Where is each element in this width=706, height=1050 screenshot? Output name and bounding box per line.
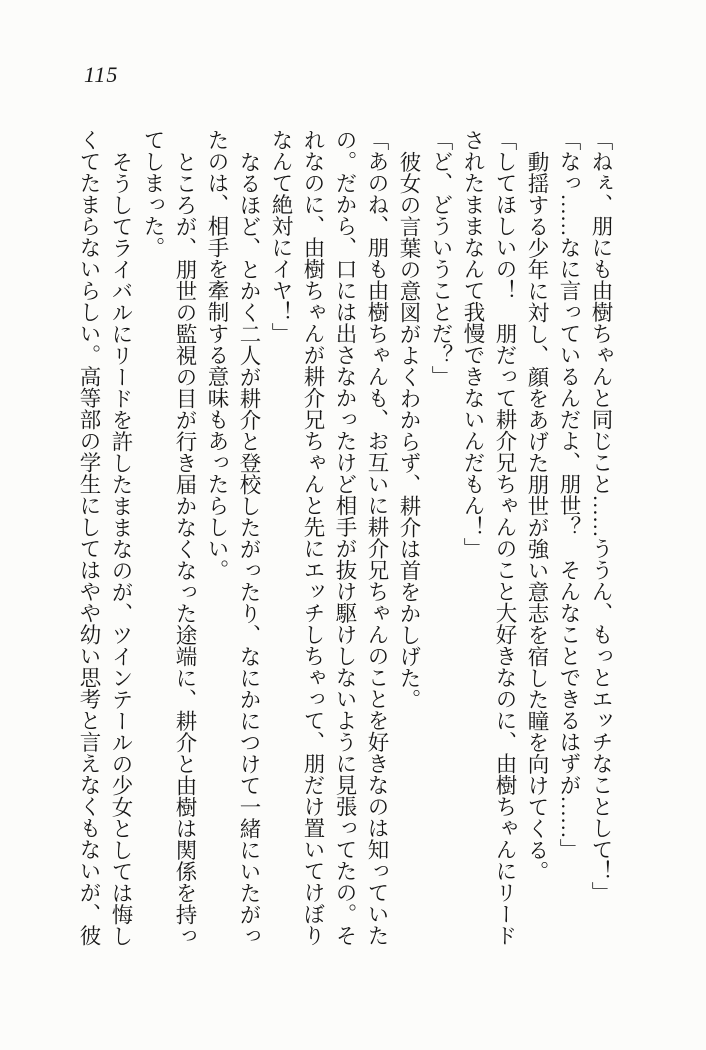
text-line: くてたまらないらしい。高等部の学生にしてはやや幼い思考と言えなくもないが、彼 xyxy=(77,129,101,946)
text-line: されたままなんて我慢できないんだもん！」 xyxy=(461,129,485,559)
text-line: なんて絶対にイヤ！」 xyxy=(269,129,293,344)
text-line: 動揺する少年に対し、顔をあげた朋世が強い意志を宿した瞳を向けてくる。 xyxy=(525,150,549,882)
vertical-text-block xyxy=(73,129,617,953)
text-line: たのは、相手を牽制する意味もあったらしい。 xyxy=(205,129,229,581)
text-line: れなのに、由樹ちゃんが耕介兄ちゃんと先にエッチしちゃって、朋だけ置いてけぼり xyxy=(301,129,325,946)
text-line: なるほど、とかく二人が耕介と登校したがったり、なにかにつけて一緒にいたがっ xyxy=(237,150,261,946)
text-line: の。だから、口には出さなかったけど相手が抜け駆けしないように見張ってたの。そ xyxy=(333,129,357,946)
text-line: そうしてライバルにリードを許したままなのが、ツインテールの少女としては悔し xyxy=(109,150,133,946)
text-line: 「してほしいの！ 朋だって耕介兄ちゃんのこと大好きなのに、由樹ちゃんにリード xyxy=(493,129,517,946)
text-line: 「あのね、朋も由樹ちゃんも、お互いに耕介兄ちゃんのことを好きなのは知っていた xyxy=(365,129,389,946)
text-line: 「なっ……なに言っているんだよ、朋世？ そんなことできるはずが……」 xyxy=(557,129,581,860)
text-line: 「ど、どういうことだ？」 xyxy=(429,129,453,387)
text-line: 彼女の言葉の意図がよくわからず、耕介は首をかしげた。 xyxy=(397,150,421,710)
text-line: ところが、朋世の監視の目が行き届かなくなった途端に、耕介と由樹は関係を持っ xyxy=(173,150,197,946)
text-line: 「ねぇ、朋にも由樹ちゃんと同じこと……ううん、もっとエッチなことして！」 xyxy=(589,129,613,903)
text-line: てしまった。 xyxy=(141,129,165,258)
page-number: 115 xyxy=(84,62,119,87)
